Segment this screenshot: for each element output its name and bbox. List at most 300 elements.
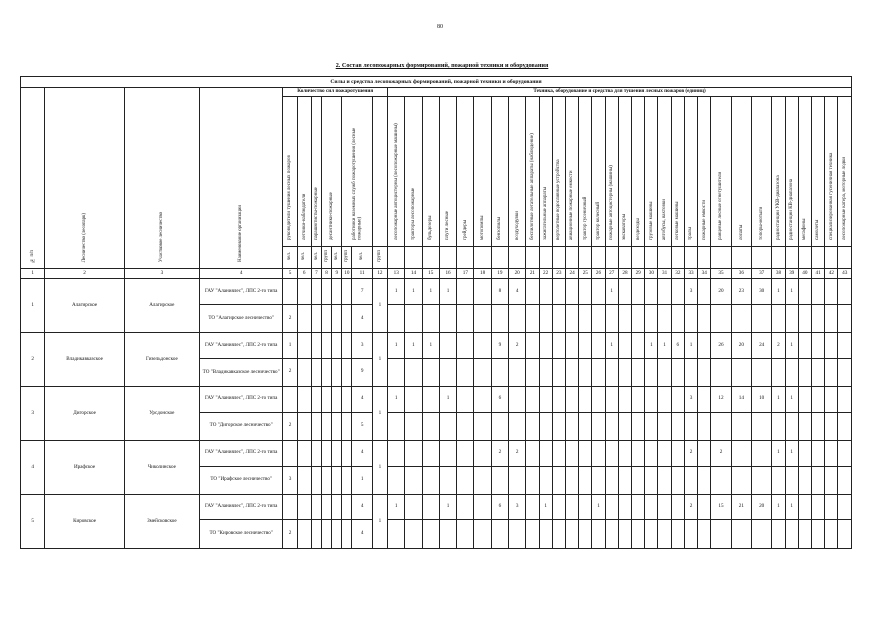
value-cell-text: 1 (790, 449, 793, 456)
personnel-header-text: парашютисты-пожарные (313, 186, 319, 240)
equipment-header (388, 97, 405, 247)
super-header-row (21, 77, 852, 88)
value-cell (439, 520, 456, 549)
value-cell-text: 2 (719, 449, 723, 456)
value-cell (457, 494, 474, 519)
value-cell (684, 387, 697, 412)
column-number-text: 41 (815, 269, 821, 276)
value-cell (372, 494, 387, 548)
organization-name (199, 466, 282, 494)
value-cell (539, 279, 552, 304)
value-cell (579, 494, 592, 519)
value-cell (422, 412, 439, 440)
unit-blank (772, 246, 785, 268)
column-number-text: 6 (302, 269, 306, 276)
value-cell (731, 466, 751, 494)
value-cell (772, 304, 785, 332)
lesnichestvo-name-text: Владикавказское (66, 355, 103, 362)
equipment-header (491, 97, 508, 247)
value-cell (422, 358, 439, 386)
value-cell-text: 8 (498, 287, 502, 294)
value-cell (731, 333, 751, 358)
uchastkovoe-name-text: Змейсковское (147, 517, 177, 524)
column-number (539, 269, 552, 279)
column-number (812, 269, 825, 279)
value-cell-text: 14 (738, 395, 744, 402)
value-cell (785, 387, 798, 412)
column-number (21, 269, 45, 279)
value-cell-text: 1 (790, 341, 793, 348)
value-cell (422, 520, 439, 549)
value-cell (798, 387, 811, 412)
organization-name (199, 304, 282, 332)
column-number (752, 269, 772, 279)
value-cell (565, 520, 578, 549)
value-cell (658, 333, 671, 358)
value-cell-text: 1 (378, 355, 382, 362)
unit-blank (618, 246, 631, 268)
value-cell (592, 333, 605, 358)
value-cell (457, 441, 474, 466)
row-number-text: 2 (31, 355, 34, 362)
value-cell (671, 304, 684, 332)
value-cell (645, 441, 658, 466)
value-cell (388, 441, 405, 466)
value-cell (388, 494, 405, 519)
value-cell-text: 2 (288, 368, 292, 375)
value-cell (772, 358, 785, 386)
value-cell (388, 466, 405, 494)
column-number-text: 9 (335, 269, 339, 276)
unit-label (372, 246, 387, 268)
value-cell (539, 387, 552, 412)
value-cell (526, 441, 539, 466)
organization-name (199, 412, 282, 440)
value-cell-text: 1 (412, 341, 415, 348)
value-cell (422, 441, 439, 466)
value-cell (579, 358, 592, 386)
equipment-header (698, 97, 711, 247)
value-cell (311, 333, 321, 358)
value-cell (439, 387, 456, 412)
equipment-header (798, 97, 811, 247)
column-number (658, 269, 671, 279)
value-cell (311, 304, 321, 332)
value-cell (798, 333, 811, 358)
value-cell (311, 358, 321, 386)
value-cell-text: 12 (718, 395, 724, 402)
fire-resources-table (20, 76, 852, 549)
value-cell-text: 15 (718, 503, 724, 510)
value-cell (825, 441, 838, 466)
organization-name-text: ГАУ "Аланиялес", ЛПС 2-го типа (204, 341, 278, 348)
value-cell (352, 304, 372, 332)
value-cell (283, 279, 297, 304)
column-number-text: 5 (288, 269, 292, 276)
value-cell (283, 441, 297, 466)
value-cell (838, 441, 852, 466)
unit-blank (684, 246, 697, 268)
value-cell (422, 494, 439, 519)
value-cell (825, 279, 838, 304)
value-cell (352, 358, 372, 386)
column-number-text: 20 (514, 269, 520, 276)
super-header-text: Силы и средства лесопожарных формирований, пожарной техники и оборудования (330, 78, 542, 85)
head-lesnichestvo (45, 88, 124, 269)
column-number (342, 269, 352, 279)
value-cell (632, 441, 645, 466)
value-cell (405, 494, 422, 519)
value-cell (539, 441, 552, 466)
unit-label (352, 246, 372, 268)
value-cell (509, 358, 526, 386)
value-cell (322, 358, 332, 386)
value-cell (605, 358, 618, 386)
column-number (772, 269, 785, 279)
column-number-text: 13 (393, 269, 399, 276)
value-cell (439, 412, 456, 440)
value-cell-text: 1 (429, 287, 433, 294)
value-cell (838, 358, 852, 386)
unit-blank (825, 246, 838, 268)
value-cell-text: 20 (718, 287, 724, 294)
value-cell (711, 466, 731, 494)
uchastkovoe-name (124, 494, 199, 548)
column-number (618, 269, 631, 279)
value-cell (322, 520, 332, 549)
equipment-header-text: топоры-мотыги (759, 206, 765, 240)
value-cell (671, 466, 684, 494)
value-cell (526, 494, 539, 519)
value-cell (711, 279, 731, 304)
value-cell (592, 441, 605, 466)
value-cell (671, 412, 684, 440)
unit-blank (785, 246, 798, 268)
value-cell (812, 412, 825, 440)
value-cell (474, 333, 491, 358)
value-cell (752, 494, 772, 519)
value-cell (474, 412, 491, 440)
value-cell (812, 494, 825, 519)
value-cell (439, 358, 456, 386)
lesnichestvo-name-text: Кировское (73, 517, 97, 524)
value-cell (297, 387, 311, 412)
value-cell (798, 520, 811, 549)
equipment-header (825, 97, 838, 247)
value-cell (322, 494, 332, 519)
unit-blank (798, 246, 811, 268)
row-number (21, 441, 45, 495)
value-cell (283, 304, 297, 332)
equipment-header (618, 97, 631, 247)
equipment-header (684, 97, 697, 247)
value-cell-text: 9 (360, 368, 364, 375)
value-cell (684, 279, 697, 304)
value-cell (405, 466, 422, 494)
head-uchastkovoe (124, 88, 199, 269)
value-cell (552, 494, 565, 519)
value-cell-text: 2 (689, 503, 693, 510)
equipment-header (565, 97, 578, 247)
equipment-header (632, 97, 645, 247)
column-number (388, 269, 405, 279)
value-cell (592, 358, 605, 386)
uchastkovoe-name-text: Чиколинское (147, 463, 176, 470)
equipment-header-text: вездеходы (635, 218, 641, 240)
lesnichestvo-name-text: Дигорское (73, 409, 96, 416)
row-number-text: 1 (31, 301, 34, 308)
value-cell (772, 412, 785, 440)
value-cell (731, 279, 751, 304)
value-cell (772, 333, 785, 358)
blank-header (372, 97, 387, 247)
value-cell (342, 304, 352, 332)
value-cell (684, 304, 697, 332)
value-cell (684, 412, 697, 440)
value-cell (752, 358, 772, 386)
lesnichestvo-name (45, 279, 124, 333)
value-cell (297, 279, 311, 304)
value-cell (825, 358, 838, 386)
value-cell (785, 304, 798, 332)
value-cell (592, 279, 605, 304)
value-cell (698, 520, 711, 549)
column-number (632, 269, 645, 279)
value-cell (812, 441, 825, 466)
column-number (297, 269, 311, 279)
value-cell (838, 304, 852, 332)
value-cell (658, 520, 671, 549)
value-cell (645, 520, 658, 549)
unit-label (322, 246, 332, 268)
value-cell (457, 412, 474, 440)
group-personnel-text: Количество сил пожаротушения (297, 88, 374, 95)
value-cell (632, 494, 645, 519)
value-cell (342, 358, 352, 386)
equipment-header-text: грузовые машины (648, 201, 654, 240)
column-number-text: 7 (315, 269, 318, 276)
value-cell (579, 304, 592, 332)
column-number-text: 14 (410, 269, 417, 276)
value-cell-text: 21 (738, 503, 744, 510)
value-cell (772, 279, 785, 304)
value-cell (526, 412, 539, 440)
page-title: 2. Состав лесопожарных формирований, пожарной техники и оборудования (335, 62, 549, 69)
value-cell (711, 358, 731, 386)
value-cell (491, 358, 508, 386)
column-number-text: 30 (648, 269, 654, 276)
lesnichestvo-name (45, 441, 124, 495)
organization-name-text: ТО "Владикавказское лесничество" (202, 368, 280, 375)
value-cell (283, 466, 297, 494)
value-cell (332, 466, 342, 494)
column-number (124, 269, 199, 279)
row-number (21, 494, 45, 548)
value-cell (332, 358, 342, 386)
value-cell (711, 441, 731, 466)
unit-blank (838, 246, 852, 268)
value-cell (618, 441, 631, 466)
column-number-text: 26 (595, 269, 602, 276)
equipment-header-text: плуги лесные (445, 210, 451, 240)
unit-blank (812, 246, 825, 268)
equipment-header-text: автобусы, вахтовки (661, 198, 667, 240)
unit-blank (552, 246, 565, 268)
value-cell (311, 412, 321, 440)
value-cell-text: 6 (498, 503, 502, 510)
value-cell-text: 1 (663, 341, 666, 348)
equipment-header-text: радиостанции УКВ-диапазона (775, 175, 781, 240)
value-cell (731, 387, 751, 412)
value-cell (342, 494, 352, 519)
value-cell (372, 279, 387, 333)
value-cell (552, 412, 565, 440)
unit-label-text: чел. (359, 251, 365, 261)
value-cell (785, 279, 798, 304)
unit-blank (405, 246, 422, 268)
value-cell-text: 1 (378, 463, 382, 470)
lesnichestvo-name-text: Ирафское (74, 463, 96, 470)
value-cell (785, 520, 798, 549)
value-cell-text: 1 (394, 287, 398, 294)
value-cell (388, 333, 405, 358)
value-cell (618, 466, 631, 494)
value-cell (605, 441, 618, 466)
value-cell (698, 333, 711, 358)
value-cell-text: 1 (790, 287, 793, 294)
value-cell-text: 3 (360, 341, 364, 348)
value-cell (474, 304, 491, 332)
column-number-text: 36 (738, 269, 744, 276)
column-number (405, 269, 422, 279)
value-cell (812, 333, 825, 358)
head-num-text: № п/п (29, 249, 35, 263)
value-cell (457, 387, 474, 412)
value-cell (698, 494, 711, 519)
row-number-text: 4 (31, 463, 34, 470)
value-cell (526, 333, 539, 358)
column-number (565, 269, 578, 279)
equipment-header-text: трактор колесный (595, 201, 601, 240)
value-cell (474, 466, 491, 494)
value-cell (565, 333, 578, 358)
value-cell (342, 387, 352, 412)
value-cell (632, 304, 645, 332)
column-number (283, 269, 297, 279)
unit-blank (457, 246, 474, 268)
value-cell (711, 520, 731, 549)
value-cell (658, 494, 671, 519)
value-cell (388, 279, 405, 304)
value-cell-text: 1 (777, 287, 780, 294)
value-cell (605, 412, 618, 440)
value-cell-text: 4 (360, 503, 364, 510)
personnel-header-text: десантники-пожарные (329, 192, 335, 240)
value-cell (698, 412, 711, 440)
equipment-header-text: специализированная гусеничная техника (828, 152, 834, 240)
value-cell (388, 304, 405, 332)
value-cell (457, 466, 474, 494)
value-cell-text: 1 (790, 503, 793, 510)
column-number (352, 269, 372, 279)
value-cell (474, 494, 491, 519)
value-cell (322, 304, 332, 332)
value-cell (352, 279, 372, 304)
page-number: 80 (437, 24, 443, 30)
value-cell (539, 358, 552, 386)
unit-blank (388, 246, 405, 268)
value-cell (592, 304, 605, 332)
value-cell (439, 494, 456, 519)
value-cell (632, 387, 645, 412)
value-cell (658, 441, 671, 466)
personnel-header-text: руководители тушения лесных пожаров (287, 155, 293, 240)
value-cell-text: 30 (759, 287, 765, 294)
value-cell (565, 494, 578, 519)
value-cell (422, 387, 439, 412)
value-cell-text: 1 (394, 341, 398, 348)
value-cell (752, 520, 772, 549)
column-number (439, 269, 456, 279)
value-cell (605, 494, 618, 519)
value-cell (711, 412, 731, 440)
value-cell (565, 466, 578, 494)
value-cell (526, 279, 539, 304)
value-cell (439, 279, 456, 304)
value-cell (539, 520, 552, 549)
column-number (457, 269, 474, 279)
value-cell-text: 9 (498, 341, 502, 348)
value-cell (526, 358, 539, 386)
table-row (21, 333, 852, 358)
column-number-text: 3 (160, 269, 164, 276)
value-cell-text: 1 (412, 287, 415, 294)
table-row (21, 494, 852, 519)
unit-blank (698, 246, 711, 268)
value-cell (838, 387, 852, 412)
column-number-text: 22 (543, 269, 549, 276)
value-cell-text: 4 (360, 449, 364, 456)
value-cell (552, 387, 565, 412)
value-cell (332, 333, 342, 358)
value-cell (812, 279, 825, 304)
value-cell (825, 304, 838, 332)
column-number-text: 40 (802, 269, 808, 276)
equipment-header (711, 97, 731, 247)
value-cell (605, 304, 618, 332)
value-cell (752, 279, 772, 304)
equipment-header-text: воздуходувки (514, 210, 520, 240)
equipment-header-text: ранцевые лесные огнетушители (718, 171, 724, 240)
value-cell (731, 441, 751, 466)
unit-label-text: чел. (287, 251, 293, 261)
value-cell (752, 304, 772, 332)
value-cell (297, 304, 311, 332)
value-cell (474, 520, 491, 549)
value-cell (474, 279, 491, 304)
value-cell (491, 279, 508, 304)
value-cell (405, 412, 422, 440)
value-cell-text: 3 (689, 395, 693, 402)
unit-blank (509, 246, 526, 268)
value-cell (605, 387, 618, 412)
equipment-header-text: вертолетные водосливные устройства (556, 159, 562, 240)
value-cell (388, 387, 405, 412)
unit-label (342, 246, 352, 268)
value-cell (405, 304, 422, 332)
value-cell (311, 466, 321, 494)
column-number-text: 34 (701, 269, 707, 276)
